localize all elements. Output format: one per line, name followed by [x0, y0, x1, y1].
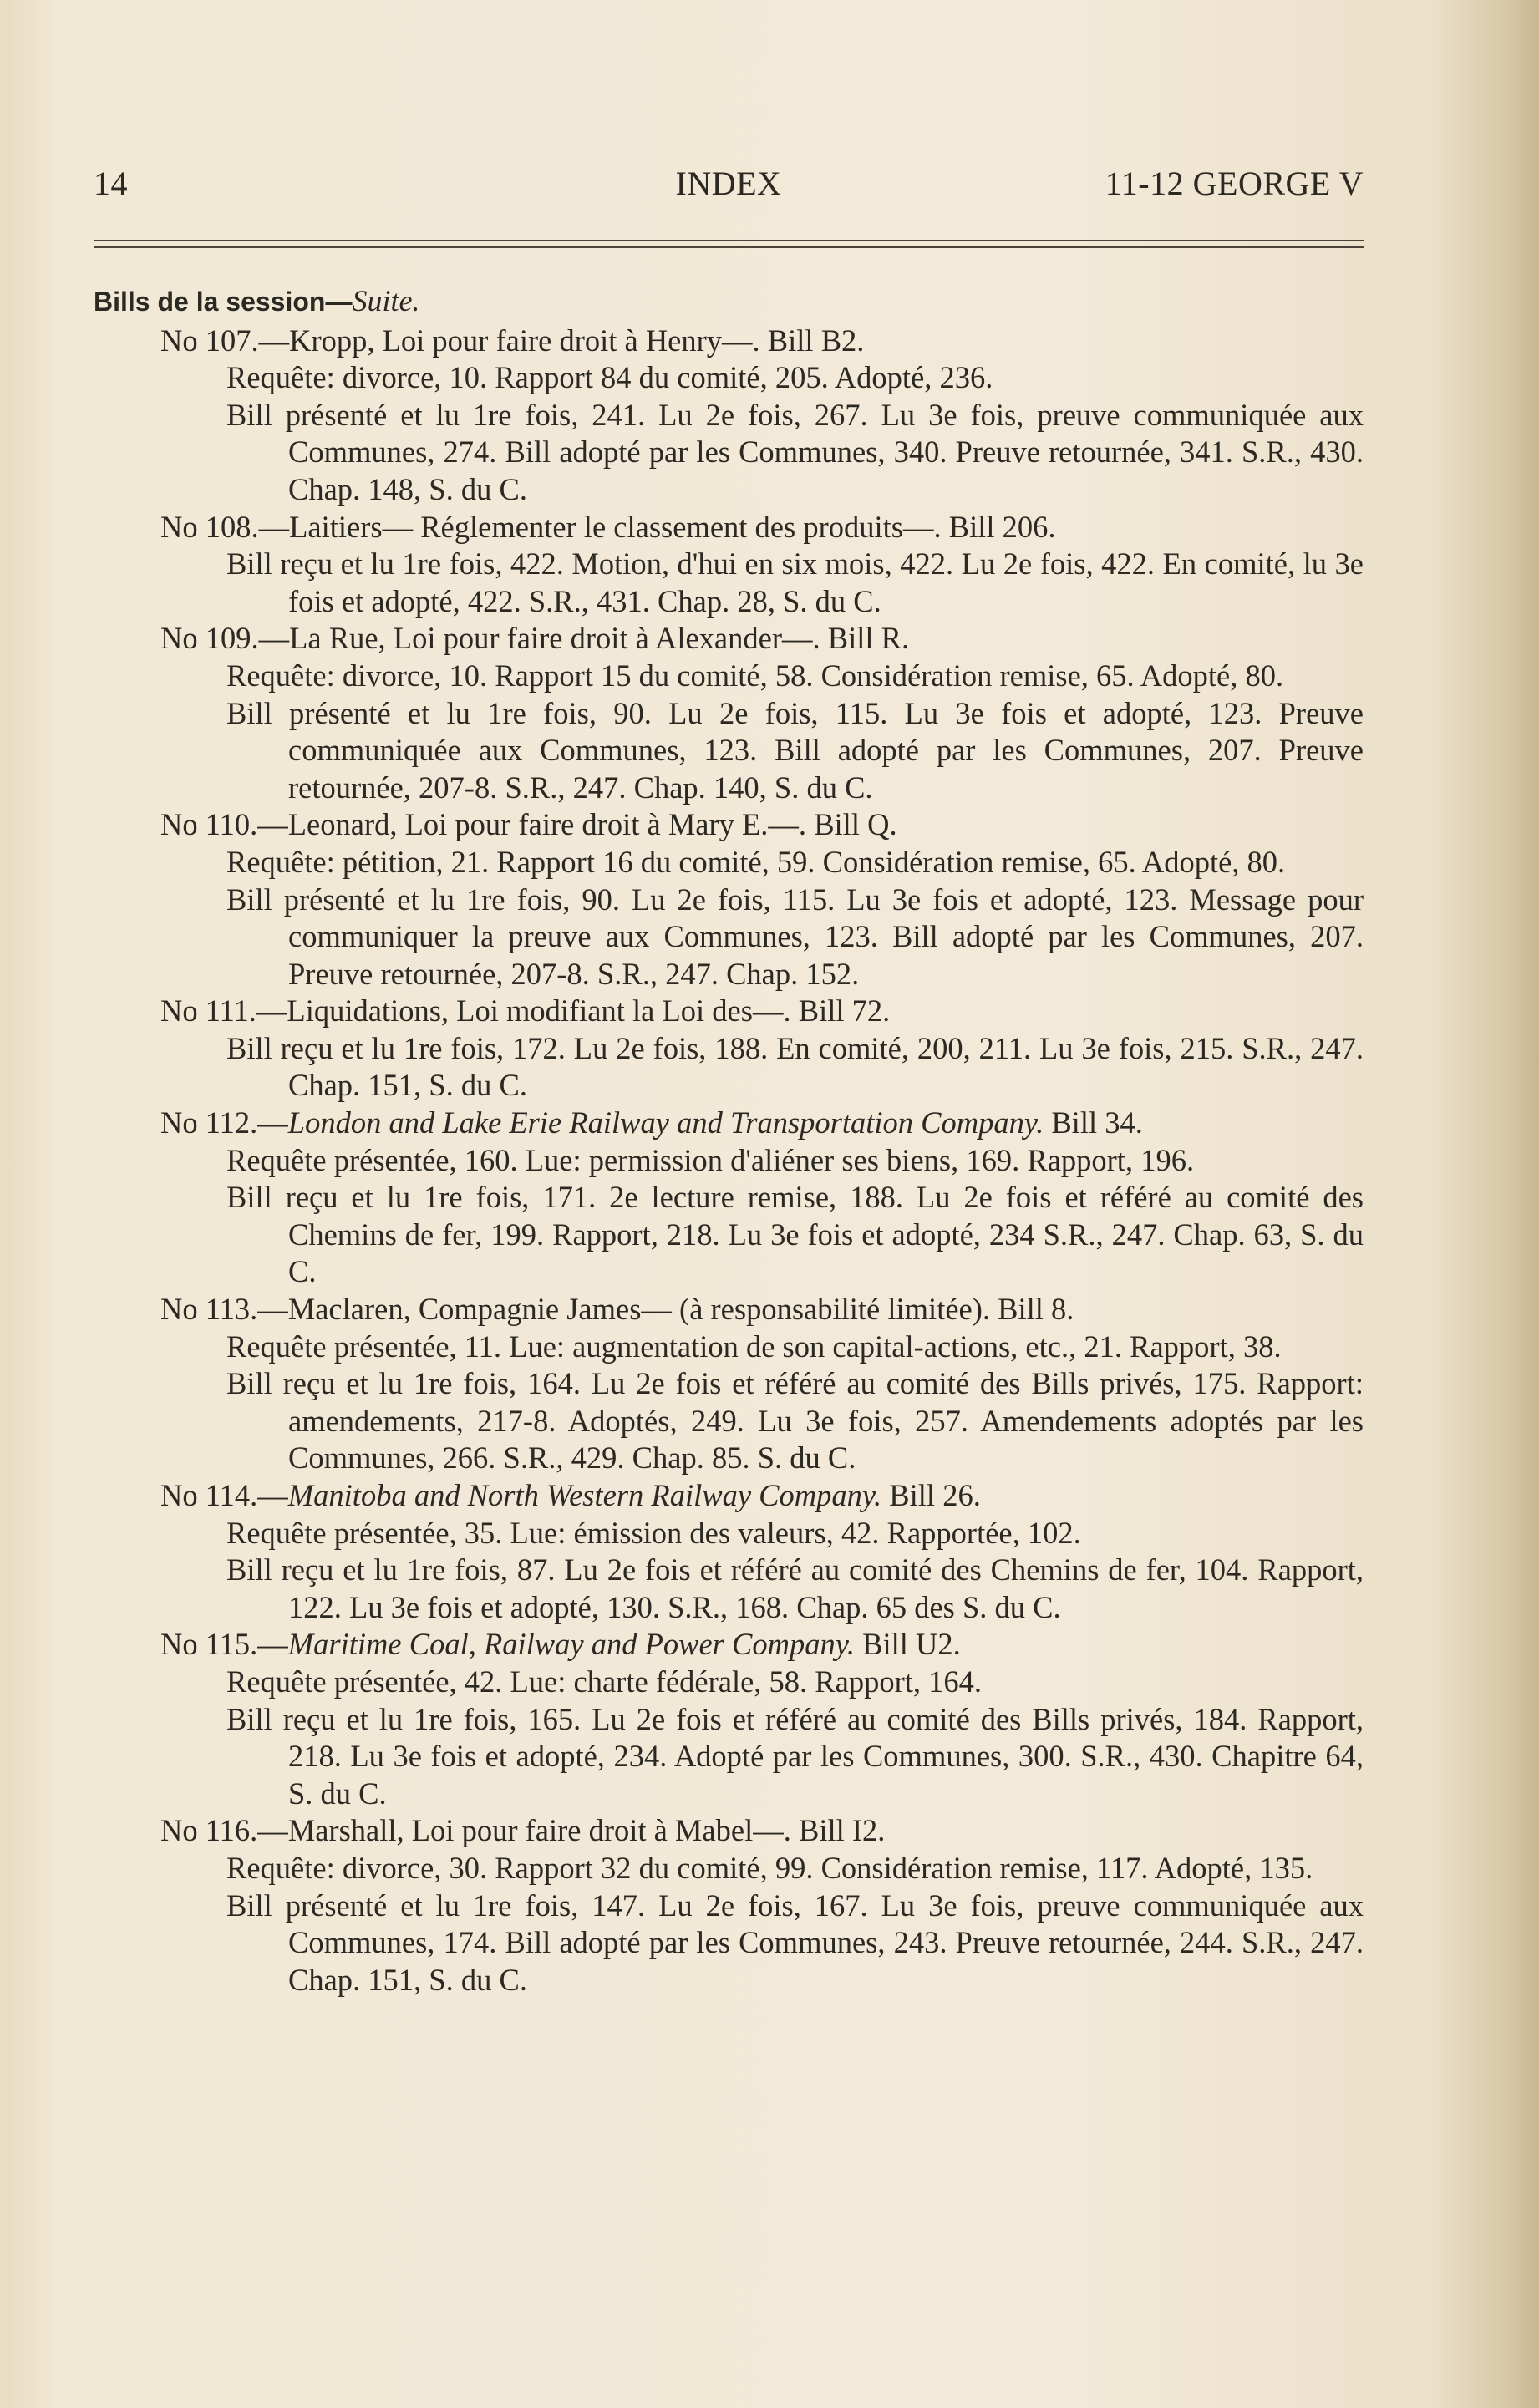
- entry-title: Laitiers— Réglementer le classement des produits—.: [289, 509, 942, 544]
- entry-title: London and Lake Erie Railway and Transportation Company.: [287, 1105, 1044, 1140]
- entry-title-line: [160, 1812, 1364, 1850]
- entry-detail: Requête: divorce, 10. Rapport 84 du comité, 205. Adopté, 236.: [226, 360, 993, 395]
- page-header: [94, 164, 1364, 206]
- entry-bill: Bill I2.: [790, 1813, 886, 1848]
- entry-number: No 114.—: [160, 1478, 288, 1512]
- index-content: [94, 282, 1364, 1999]
- entry-detail: Bill présenté et lu 1re fois, 147. Lu 2e fois, 167. Lu 3e fois, preuve communiquée aux Communes, 174. Bill adopté par les Communes, 243. Preuve retournée, 244. S.R., 247. Chap. 151, S. du C.: [226, 1887, 1364, 1997]
- entry-bill: Bill Q.: [806, 807, 897, 842]
- entry-number: No 113.—: [160, 1292, 288, 1327]
- entry-title-line: [160, 1477, 1364, 1515]
- entry-bill: Bill 34.: [1044, 1105, 1143, 1140]
- index-entry: [94, 1812, 1364, 1999]
- entry-bill: Bill B2.: [759, 323, 865, 358]
- index-entry: [94, 1291, 1364, 1477]
- entry-title-line: [160, 993, 1364, 1030]
- entry-bill: Bill R.: [820, 621, 910, 656]
- entry-title: La Rue, Loi pour faire droit à Alexander—.: [289, 621, 820, 656]
- entry-title-line: [160, 323, 1364, 360]
- entry-number: No 111.—: [160, 993, 287, 1029]
- entry-detail: Bill reçu et lu 1re fois, 171. 2e lecture remise, 188. Lu 2e fois et référé au comité des Chemins de fer, 199. Rapport, 218. Lu 3e fois et adopté, 234 S.R., 247. Chap. 63, S. du C.: [226, 1180, 1364, 1289]
- index-entry: [94, 806, 1364, 993]
- entry-bill: Bill 26.: [881, 1478, 981, 1512]
- index-entry: [94, 1626, 1364, 1812]
- index-entry: [94, 1477, 1364, 1626]
- entry-title: Maritime Coal, Railway and Power Company.: [287, 1627, 856, 1662]
- entry-title-line: [160, 1291, 1364, 1328]
- entry-number: No 107.—: [160, 323, 290, 358]
- index-entry: [94, 993, 1364, 1105]
- page-number: 14: [94, 165, 128, 202]
- section-suite: Suite.: [352, 284, 420, 318]
- entry-detail: Requête: divorce, 30. Rapport 32 du comité, 99. Considération remise, 117. Adopté, 135.: [226, 1850, 1313, 1885]
- entry-bill: Bill U2.: [855, 1627, 961, 1662]
- entry-title: Leonard, Loi pour faire droit à Mary E.—.: [287, 807, 807, 842]
- entry-title-line: [160, 806, 1364, 844]
- entry-detail: Requête présentée, 11. Lue: augmentation de son capital-actions, etc., 21. Rapport, 38.: [226, 1328, 1282, 1364]
- entry-number: No 115.—: [160, 1627, 288, 1662]
- entry-detail: Bill reçu et lu 1re fois, 87. Lu 2e fois et référé au comité des Chemins de fer, 104. Rapport, 122. Lu 3e fois et adopté, 130. S.R., 168. Chap. 65 des S. du C.: [226, 1552, 1364, 1624]
- page-title: INDEX: [675, 165, 782, 202]
- entry-number: No 110.—: [160, 807, 288, 842]
- entry-title-line: [160, 1105, 1364, 1142]
- entry-bill: Bill 206.: [941, 509, 1056, 544]
- entries-list: [94, 323, 1364, 1999]
- entry-detail: Bill reçu et lu 1re fois, 172. Lu 2e fois, 188. En comité, 200, 211. Lu 3e fois, 215. S.R., 247. Chap. 151, S. du C.: [226, 1030, 1364, 1103]
- index-entry: [94, 1105, 1364, 1291]
- entry-detail: Bill présenté et lu 1re fois, 90. Lu 2e fois, 115. Lu 3e fois et adopté, 123. Message pour communiquer la preuve aux Communes, 123. Bill adopté par les Communes, 207. Preuve retournée, 207-8. S.R., 247. Chap. 152.: [226, 881, 1364, 991]
- entry-title: Maclaren, Compagnie James— (à responsabilité limitée).: [287, 1292, 991, 1327]
- index-entry: [94, 620, 1364, 806]
- entry-detail: Requête présentée, 42. Lue: charte fédérale, 58. Rapport, 164.: [226, 1664, 983, 1699]
- entry-bill: Bill 8.: [990, 1292, 1074, 1327]
- entry-detail: Bill présenté et lu 1re fois, 90. Lu 2e fois, 115. Lu 3e fois et adopté, 123. Preuve communiquée aux Communes, 123. Bill adopté par les Communes, 207. Preuve retournée, 207-8. S.R., 247. Chap. 140, S. du C.: [226, 695, 1364, 805]
- header-reign: 11-12 GEORGE V: [1105, 165, 1364, 202]
- header-rule-top: [94, 240, 1364, 241]
- entry-title: Liquidations, Loi modifiant la Loi des—.: [287, 993, 791, 1029]
- entry-number: No 108.—: [160, 509, 290, 544]
- entry-title: Manitoba and North Western Railway Company.: [287, 1478, 882, 1512]
- entry-detail: Bill reçu et lu 1re fois, 165. Lu 2e fois et référé au comité des Bills privés, 184. Rapport, 218. Lu 3e fois et adopté, 234. Adopté par les Communes, 300. S.R., 430. Chapitre 64, S. du C.: [226, 1701, 1364, 1811]
- entry-detail: Bill présenté et lu 1re fois, 241. Lu 2e fois, 267. Lu 3e fois, preuve communiquée aux Communes, 274. Bill adopté par les Communes, 340. Preuve retournée, 341. S.R., 430. Chap. 148, S. du C.: [226, 397, 1364, 506]
- entry-number: No 109.—: [160, 621, 290, 656]
- entry-title: Kropp, Loi pour faire droit à Henry—.: [289, 323, 760, 358]
- section-heading: [94, 282, 1364, 321]
- index-entry: [94, 509, 1364, 621]
- entry-number: No 112.—: [160, 1105, 288, 1140]
- entry-detail: Bill reçu et lu 1re fois, 422. Motion, d'hui en six mois, 422. Lu 2e fois, 422. En comité, lu 3e fois et adopté, 422. S.R., 431. Chap. 28, S. du C.: [226, 546, 1364, 618]
- entry-title-line: [160, 509, 1364, 546]
- entry-number: No 116.—: [160, 1813, 288, 1848]
- entry-title: Marshall, Loi pour faire droit à Mabel—.: [287, 1813, 791, 1848]
- entry-detail: Bill reçu et lu 1re fois, 164. Lu 2e fois et référé au comité des Bills privés, 175. Rapport: amendements, 217-8. Adoptés, 249. Lu 3e fois, 257. Amendements adoptés par les Communes, 266. S.R., 429. Chap. 85. S. du C.: [226, 1366, 1364, 1476]
- entry-title-line: [160, 1626, 1364, 1664]
- entry-detail: Requête: pétition, 21. Rapport 16 du comité, 59. Considération remise, 65. Adopté, 80.: [226, 844, 1286, 879]
- index-entry: [94, 323, 1364, 509]
- section-title: Bills de la session—: [94, 287, 353, 317]
- entry-detail: Requête présentée, 35. Lue: émission des valeurs, 42. Rapportée, 102.: [226, 1515, 1081, 1550]
- header-rule-bottom: [94, 246, 1364, 248]
- entry-detail: Requête: divorce, 10. Rapport 15 du comité, 58. Considération remise, 65. Adopté, 80.: [226, 658, 1284, 693]
- entry-detail: Requête présentée, 160. Lue: permission d'aliéner ses biens, 169. Rapport, 196.: [226, 1142, 1195, 1177]
- entry-bill: Bill 72.: [790, 993, 891, 1029]
- entry-title-line: [160, 620, 1364, 658]
